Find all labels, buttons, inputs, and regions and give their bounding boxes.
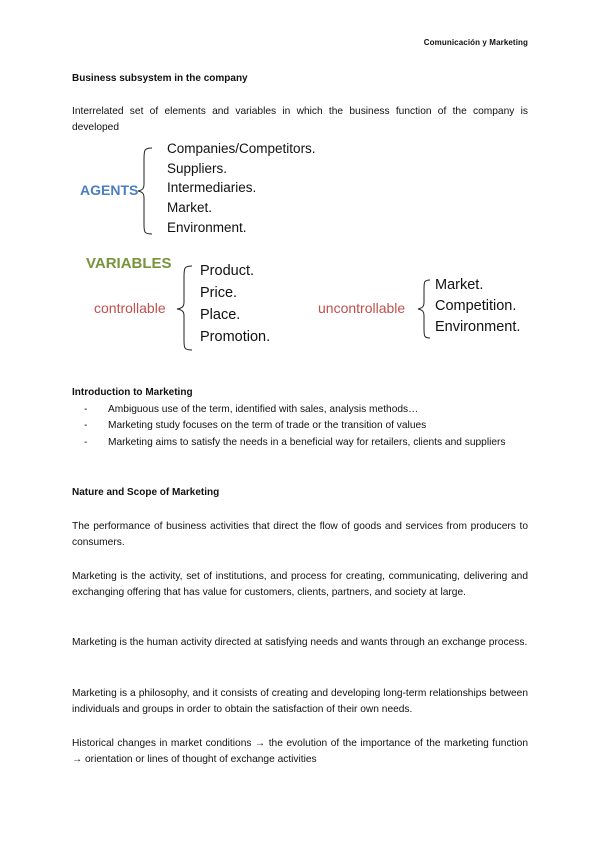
bullet-marker: - <box>84 437 88 448</box>
section-heading-nature-scope: Nature and Scope of Marketing <box>72 487 220 498</box>
bullet-item <box>84 418 528 433</box>
bullet-marker: - <box>84 420 88 431</box>
bullet-text: Ambiguous use of the term, identified with sales, analysis methods… <box>108 404 419 415</box>
agents-item: Market. <box>167 200 213 215</box>
section-heading-business-subsystem: Business subsystem in the company <box>72 73 248 84</box>
agents-item: Environment. <box>167 220 247 235</box>
uncontrollable-label: uncontrollable <box>318 300 406 316</box>
agents-item: Companies/Competitors. <box>167 141 316 156</box>
section-paragraph: Interrelated set of elements and variables in which the business function of the company is developed <box>72 106 528 133</box>
controllable-item: Product. <box>200 263 254 279</box>
section-paragraph: Historical changes in market conditions → the evolution of the importance of the marketing function → orientation or lines of thought of exchange activities <box>72 738 528 765</box>
section-paragraph: Marketing is a philosophy, and it consists of creating and developing long-term relationships between individuals and groups in order to obtain the satisfaction of their own needs. <box>72 688 528 715</box>
agents-item: Suppliers. <box>167 161 228 176</box>
bullet-text: Marketing aims to satisfy the needs in a beneficial way for retailers, clients and suppliers <box>108 437 506 448</box>
uncontrollable-item: Market. <box>435 277 484 293</box>
agents-label: AGENTS <box>80 182 139 198</box>
controllable-item: Place. <box>200 307 241 323</box>
agents-brace <box>138 148 152 234</box>
controllable-brace <box>177 266 192 350</box>
uncontrollable-item: Competition. <box>435 298 517 314</box>
controllable-item: Price. <box>200 285 238 301</box>
bullet-item <box>84 402 528 417</box>
uncontrollable-item: Environment. <box>435 319 521 335</box>
controllable-item: Promotion. <box>200 329 271 345</box>
section-paragraph: Marketing is the human activity directed at satisfying needs and wants through an exchange process. <box>72 637 528 648</box>
controllable-label: controllable <box>94 300 166 316</box>
section-paragraph: Marketing is the activity, set of institutions, and process for creating, communicating, delivering and exchanging offering that has value for customers, clients, partners, and society at large. <box>72 571 528 598</box>
bullet-item <box>84 435 528 450</box>
uncontrollable-brace <box>418 280 430 338</box>
section-paragraph: The performance of business activities that direct the flow of goods and services from producers to consumers. <box>72 521 528 548</box>
agents-item: Intermediaries. <box>167 180 257 195</box>
page-header: Comunicación y Marketing <box>423 38 528 47</box>
bullet-text: Marketing study focuses on the term of trade or the transition of values <box>108 420 427 431</box>
variables-label: VARIABLES <box>86 255 172 272</box>
section-heading-intro-marketing: Introduction to Marketing <box>72 387 193 398</box>
bullet-marker: - <box>84 404 88 415</box>
